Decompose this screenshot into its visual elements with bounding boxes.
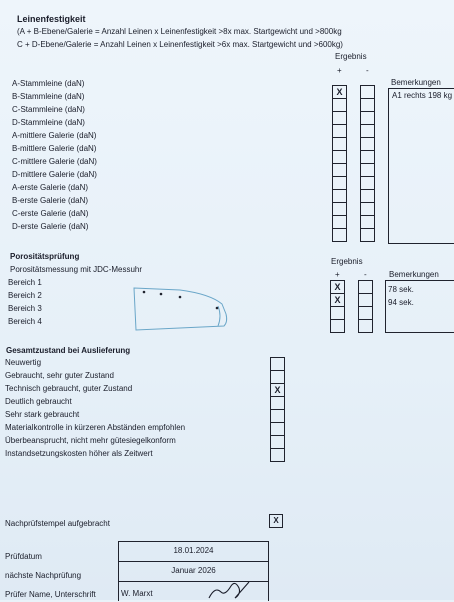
poro-row: Bereich 2 <box>8 291 42 300</box>
zustand-checkbox[interactable] <box>271 371 284 384</box>
leinen-minus-checkbox[interactable] <box>361 151 374 164</box>
leinen-minus-column <box>360 85 375 242</box>
poro-row: Bereich 4 <box>8 317 42 326</box>
leinen-plus-checkbox[interactable] <box>333 151 346 164</box>
zustand-checkbox[interactable]: X <box>271 384 284 397</box>
naechste-value: Januar 2026 <box>171 566 216 575</box>
stempel-checkbox[interactable]: X <box>269 514 283 528</box>
poro-plus-label: + <box>335 270 340 279</box>
poro-minus-checkbox[interactable] <box>359 320 372 332</box>
poro-plus-checkbox[interactable]: X <box>331 281 344 294</box>
leinen-plus-checkbox[interactable] <box>333 190 346 203</box>
poro-row: Bereich 3 <box>8 304 42 313</box>
poro-remark: 94 sek. <box>388 298 414 307</box>
leinen-formula-1: (A + B-Ebene/Galerie = Anzahl Leinen x Leinenfestigkeit >8x max. Startgewicht und >800kg <box>17 27 342 36</box>
zustand-row-labels <box>5 356 185 460</box>
signature-icon <box>205 578 255 602</box>
leinen-minus-checkbox[interactable] <box>361 216 374 229</box>
poro-remarks-box[interactable] <box>385 280 454 333</box>
zustand-row: Technisch gebraucht, guter Zustand <box>5 384 133 393</box>
leinen-minus-checkbox[interactable] <box>361 203 374 216</box>
leinen-remark-text: A1 rechts 198 kg <box>392 91 453 100</box>
leinen-minus-checkbox[interactable] <box>361 138 374 151</box>
zustand-row: Gebraucht, sehr guter Zustand <box>5 371 114 380</box>
leinen-plus-checkbox[interactable] <box>333 229 346 241</box>
leinen-plus-checkbox[interactable] <box>333 177 346 190</box>
zustand-title: Gesamtzustand bei Auslieferung <box>6 346 131 355</box>
pruefer-value: W. Marxt <box>121 589 153 598</box>
poro-minus-label: - <box>364 270 367 279</box>
poro-plus-checkbox[interactable] <box>331 307 344 320</box>
leinen-minus-checkbox[interactable] <box>361 99 374 112</box>
zustand-row: Instandsetzungskosten höher als Zeitwert <box>5 449 153 458</box>
poro-subtitle: Porositätsmessung mit JDC-Messuhr <box>10 265 143 274</box>
leinen-plus-checkbox[interactable] <box>333 138 346 151</box>
leinen-row: C-mittlere Galerie (daN) <box>12 157 97 166</box>
poro-remark: 78 sek. <box>388 285 414 294</box>
zustand-row: Deutlich gebraucht <box>5 397 72 406</box>
leinen-bemerkungen-label: Bemerkungen <box>391 78 441 87</box>
leinen-minus-checkbox[interactable] <box>361 164 374 177</box>
leinen-formula-2: C + D-Ebene/Galerie = Anzahl Leinen x Leinenfestigkeit >6x max. Startgewicht und >600kg) <box>17 40 343 49</box>
zustand-row: Materialkontrolle in kürzeren Abständen empfohlen <box>5 423 186 432</box>
leinen-row: B-mittlere Galerie (daN) <box>12 144 97 153</box>
pruefer-cell[interactable] <box>119 582 268 601</box>
leinen-row: D-erste Galerie (daN) <box>12 222 89 231</box>
poro-plus-checkbox[interactable]: X <box>331 294 344 307</box>
leinen-row: D-mittlere Galerie (daN) <box>12 170 97 179</box>
poro-minus-checkbox[interactable] <box>359 307 372 320</box>
poro-minus-checkbox[interactable] <box>359 281 372 294</box>
poro-plus-column <box>330 280 345 333</box>
leinen-minus-checkbox[interactable] <box>361 177 374 190</box>
poro-title: Porositätsprüfung <box>10 252 80 261</box>
leinen-plus-checkbox[interactable] <box>333 99 346 112</box>
leinen-minus-checkbox[interactable] <box>361 86 374 99</box>
leinen-remarks-box[interactable] <box>388 88 454 244</box>
poro-minus-column <box>358 280 373 333</box>
leinen-plus-checkbox[interactable] <box>333 216 346 229</box>
zustand-row: Sehr stark gebraucht <box>5 410 80 419</box>
leinen-minus-label: - <box>366 66 369 75</box>
stempel-label: Nachprüfstempel aufgebracht <box>5 519 110 528</box>
pruefdatum-label: Prüfdatum <box>5 552 42 561</box>
leinen-plus-checkbox[interactable] <box>333 112 346 125</box>
footer-table <box>118 541 269 601</box>
pruefdatum-cell[interactable] <box>119 542 268 562</box>
wing-diagram-icon <box>130 282 230 332</box>
leinen-ergebnis-label: Ergebnis <box>335 52 367 61</box>
zustand-checkbox[interactable] <box>271 410 284 423</box>
leinen-row: A-Stammleine (daN) <box>12 79 85 88</box>
zustand-row: Überbeansprucht, nicht mehr gütesiegelkonform <box>5 436 176 445</box>
leinen-minus-checkbox[interactable] <box>361 125 374 138</box>
leinen-row: D-Stammleine (daN) <box>12 118 85 127</box>
poro-bemerkungen-label: Bemerkungen <box>389 270 439 279</box>
poro-remark-lines <box>388 283 414 309</box>
leinen-plus-checkbox[interactable] <box>333 203 346 216</box>
leinen-minus-checkbox[interactable] <box>361 190 374 203</box>
poro-row: Bereich 1 <box>8 278 42 287</box>
pruefer-label: Prüfer Name, Unterschrift <box>5 590 96 599</box>
zustand-checkbox[interactable] <box>271 436 284 449</box>
zustand-checkbox[interactable] <box>271 358 284 371</box>
leinen-row: C-erste Galerie (daN) <box>12 209 89 218</box>
leinen-plus-checkbox[interactable] <box>333 164 346 177</box>
zustand-row: Neuwertig <box>5 358 42 367</box>
leinen-row: A-erste Galerie (daN) <box>12 183 89 192</box>
leinen-plus-checkbox[interactable] <box>333 125 346 138</box>
leinen-plus-checkbox[interactable]: X <box>333 86 346 99</box>
naechste-label: nächste Nachprüfung <box>5 571 82 580</box>
zustand-checkbox[interactable] <box>271 397 284 410</box>
leinen-row: A-mittlere Galerie (daN) <box>12 131 97 140</box>
leinen-minus-checkbox[interactable] <box>361 229 374 241</box>
leinen-plus-column <box>332 85 347 242</box>
zustand-column <box>270 357 285 462</box>
leinen-row: B-Stammleine (daN) <box>12 92 85 101</box>
poro-ergebnis-label: Ergebnis <box>331 257 363 266</box>
poro-row-labels <box>8 276 42 328</box>
leinen-row: B-erste Galerie (daN) <box>12 196 89 205</box>
leinen-title: Leinenfestigkeit <box>17 14 86 24</box>
leinen-row-labels <box>12 77 97 233</box>
zustand-checkbox[interactable] <box>271 423 284 436</box>
zustand-checkbox[interactable] <box>271 449 284 461</box>
poro-plus-checkbox[interactable] <box>331 320 344 332</box>
leinen-plus-label: + <box>337 66 342 75</box>
poro-minus-checkbox[interactable] <box>359 294 372 307</box>
leinen-minus-checkbox[interactable] <box>361 112 374 125</box>
leinen-row: C-Stammleine (daN) <box>12 105 85 114</box>
pruefdatum-value: 18.01.2024 <box>173 546 214 555</box>
